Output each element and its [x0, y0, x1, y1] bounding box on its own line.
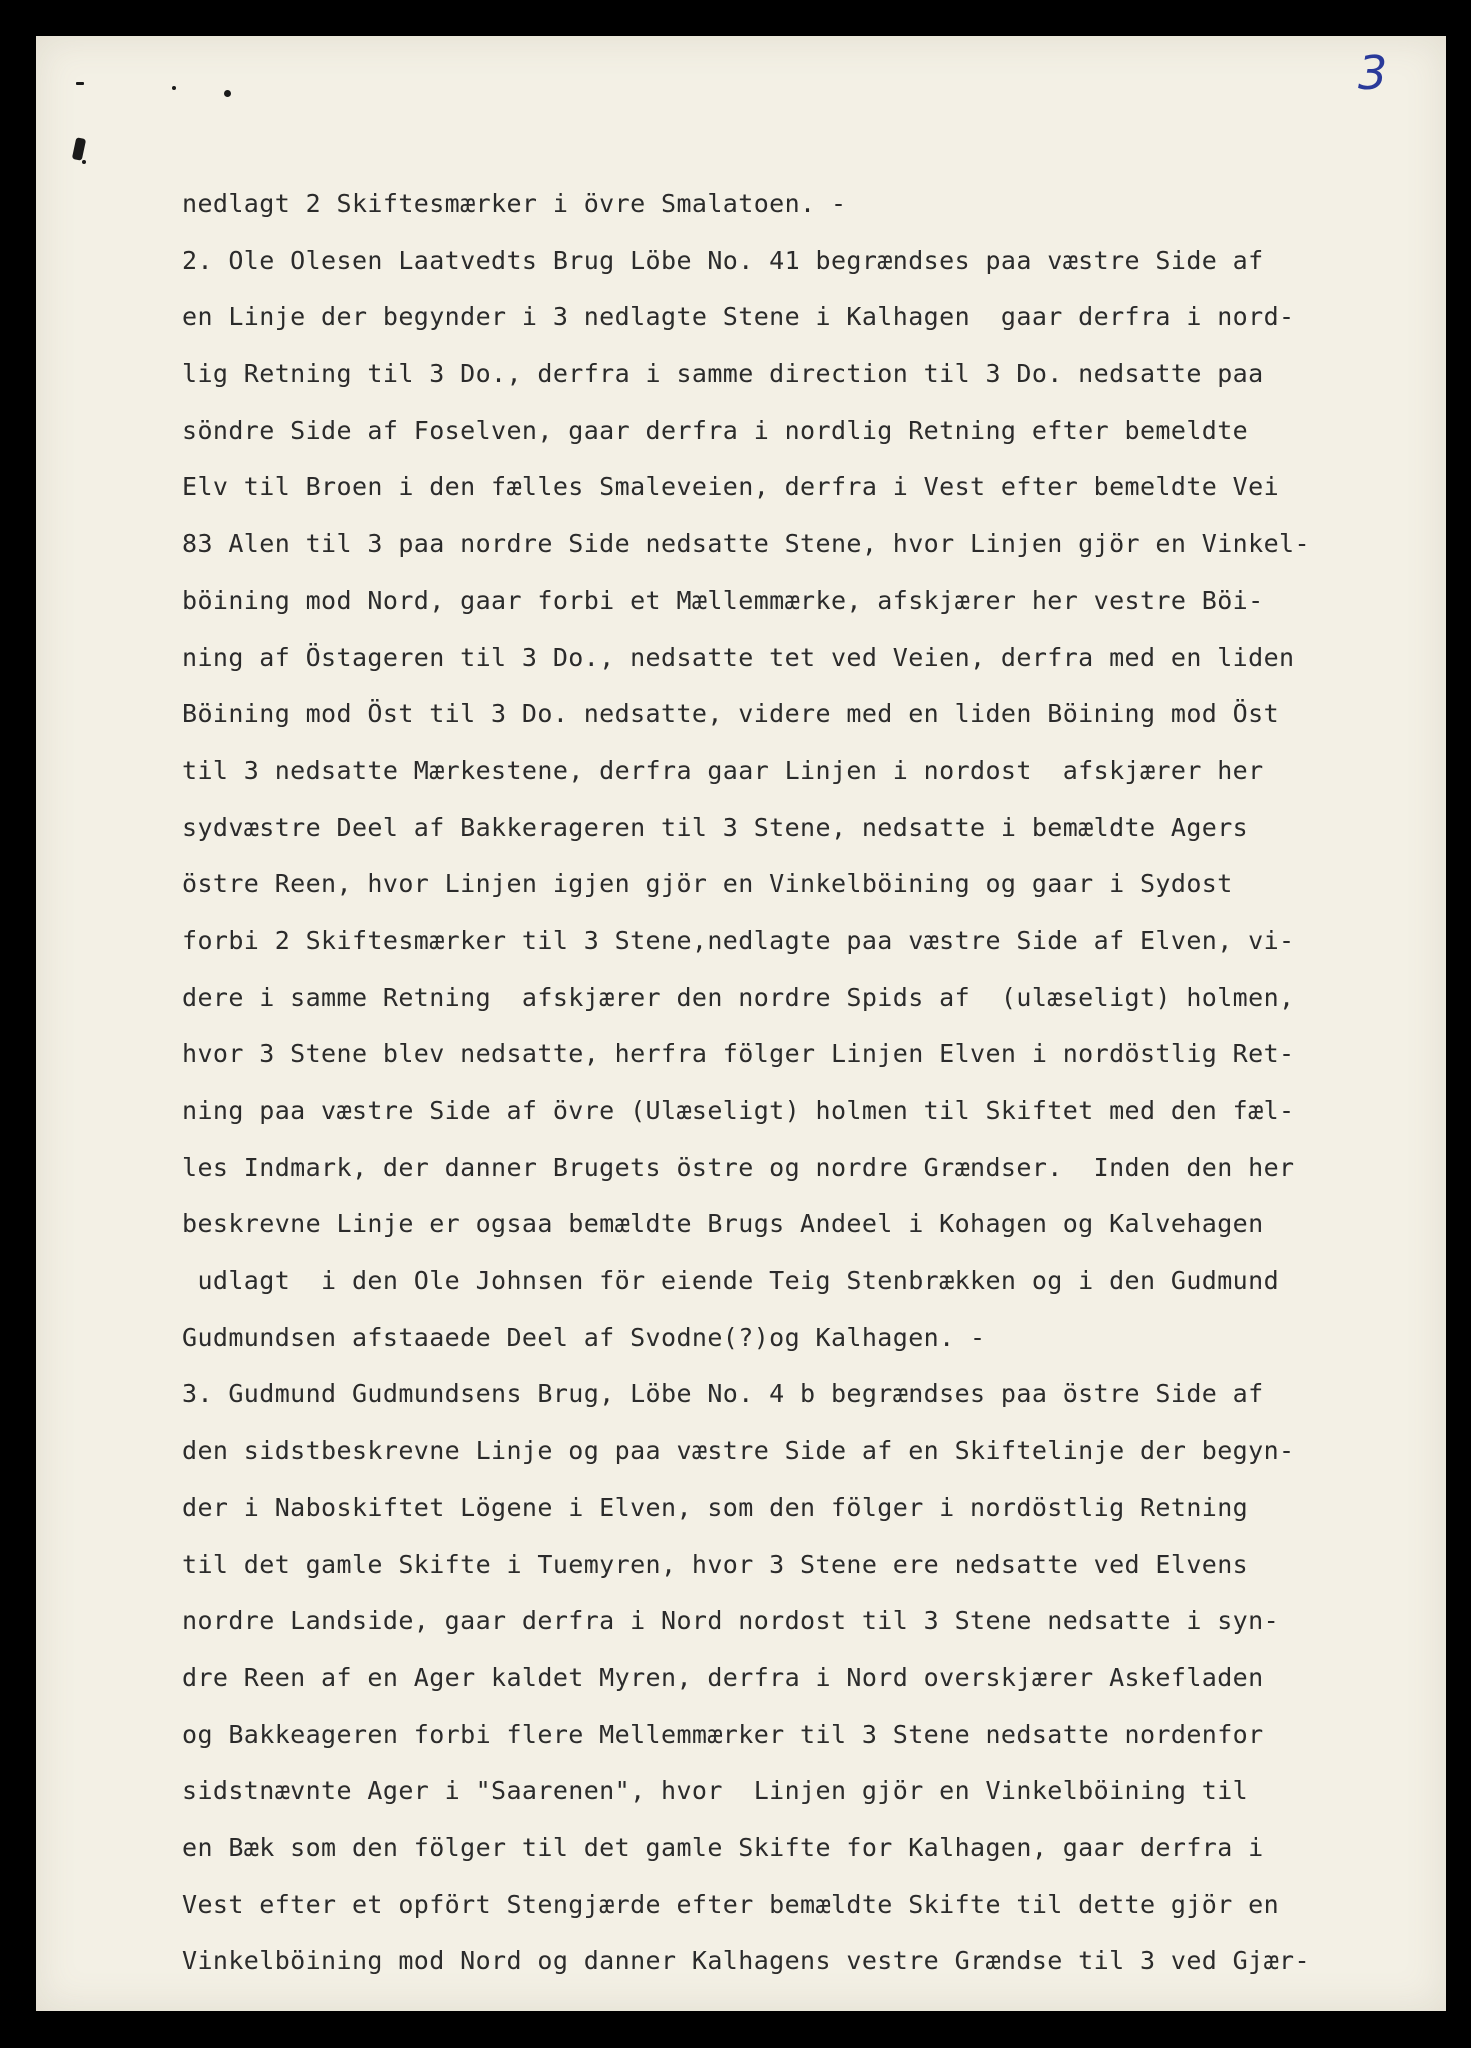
text-line: og Bakkeageren forbi flere Mellemmærker til 3 Stene nedsatte nordenfor	[182, 1719, 1264, 1749]
text-line: Vinkelböining mod Nord og danner Kalhagens vestre Grændse til 3 ved Gjær-	[182, 1946, 1310, 1976]
text-line: der i Naboskiftet Lögene i Elven, som den fölger i nordöstlig Retning	[182, 1492, 1249, 1522]
text-line: söndre Side af Foselven, gaar derfra i nordlig Retning efter bemeldte	[182, 415, 1249, 445]
document-page	[36, 36, 1446, 2011]
scan-speck	[172, 86, 176, 90]
text-line: til det gamle Skifte i Tuemyren, hvor 3 Stene ere nedsatte ved Elvens	[182, 1549, 1249, 1579]
text-line: 2. Ole Olesen Laatvedts Brug Löbe No. 41 begrændses paa væstre Side af	[182, 245, 1264, 275]
text-line: udlagt i den Ole Johnsen för eiende Teig Stenbrækken og i den Gudmund	[182, 1266, 1280, 1296]
text-line: ning paa væstre Side af övre (Ulæseligt) holmen til Skiftet med den fæl-	[182, 1096, 1295, 1125]
text-line: östre Reen, hvor Linjen igjen gjör en Vinkelböining og gaar i Sydost	[182, 869, 1233, 899]
text-line: den sidstbeskrevne Linje og paa væstre Side af en Skiftelinje der begyn-	[182, 1436, 1295, 1466]
typed-text-body	[182, 176, 1442, 1990]
text-line: forbi 2 Skiftesmærker til 3 Stene,nedlagte paa væstre Side af Elven, vi-	[182, 925, 1295, 955]
text-line: dre Reen af en Ager kaldet Myren, derfra i Nord overskjærer Askefladen	[182, 1662, 1264, 1692]
text-line: Gudmundsen afstaaede Deel af Svodne(?)og Kalhagen. -	[182, 1322, 986, 1352]
text-line: sidstnævnte Ager i "Saarenen", hvor Linjen gjör en Vinkelböining til	[182, 1776, 1249, 1806]
text-line: beskrevne Linje er ogsaa bemældte Brugs Andeel i Kohagen og Kalvehagen	[182, 1209, 1264, 1239]
text-line: nordre Landside, gaar derfra i Nord nordost til 3 Stene nedsatte i syn-	[182, 1606, 1280, 1636]
scan-speck	[82, 160, 86, 164]
text-line: böining mod Nord, gaar forbi et Mællemmærke, afskjærer her vestre Böi-	[182, 585, 1264, 615]
text-line: en Linje der begynder i 3 nedlagte Stene i Kalhagen gaar derfra i nord-	[182, 302, 1295, 332]
text-line: til 3 nedsatte Mærkestene, derfra gaar Linjen i nordost afskjærer her	[182, 755, 1264, 785]
scan-speck	[76, 82, 84, 85]
scan-speck	[72, 137, 86, 161]
page-number: 3	[1358, 46, 1388, 100]
text-line: Vest efter et opfört Stengjærde efter bemældte Skifte til dette gjör en	[182, 1889, 1280, 1919]
text-line: 3. Gudmund Gudmundsens Brug, Löbe No. 4 b begrændses paa östre Side af	[182, 1379, 1264, 1409]
text-line: lig Retning til 3 Do., derfra i samme direction til 3 Do. nedsatte paa	[182, 359, 1264, 389]
text-line: nedlagt 2 Skiftesmærker i övre Smalatoen. -	[182, 189, 847, 218]
text-line: en Bæk som den fölger til det gamle Skifte for Kalhagen, gaar derfra i	[182, 1832, 1264, 1862]
text-line: ning af Östageren til 3 Do., nedsatte tet ved Veien, derfra med en liden	[182, 642, 1295, 672]
scan-speck	[224, 90, 231, 97]
text-line: les Indmark, der danner Brugets östre og nordre Grændser. Inden den her	[182, 1152, 1295, 1182]
text-line: Elv til Broen i den fælles Smaleveien, derfra i Vest efter bemeldte Vei	[182, 472, 1280, 502]
text-line: hvor 3 Stene blev nedsatte, herfra fölger Linjen Elven i nordöstlig Ret-	[182, 1039, 1295, 1069]
text-line: Böining mod Öst til 3 Do. nedsatte, videre med en liden Böining mod Öst	[182, 699, 1280, 729]
text-line: dere i samme Retning afskjærer den nordre Spids af (ulæseligt) holmen,	[182, 982, 1295, 1012]
text-line: 83 Alen til 3 paa nordre Side nedsatte Stene, hvor Linjen gjör en Vinkel-	[182, 529, 1310, 559]
text-line: sydvæstre Deel af Bakkerageren til 3 Stene, nedsatte i bemældte Agers	[182, 812, 1249, 842]
